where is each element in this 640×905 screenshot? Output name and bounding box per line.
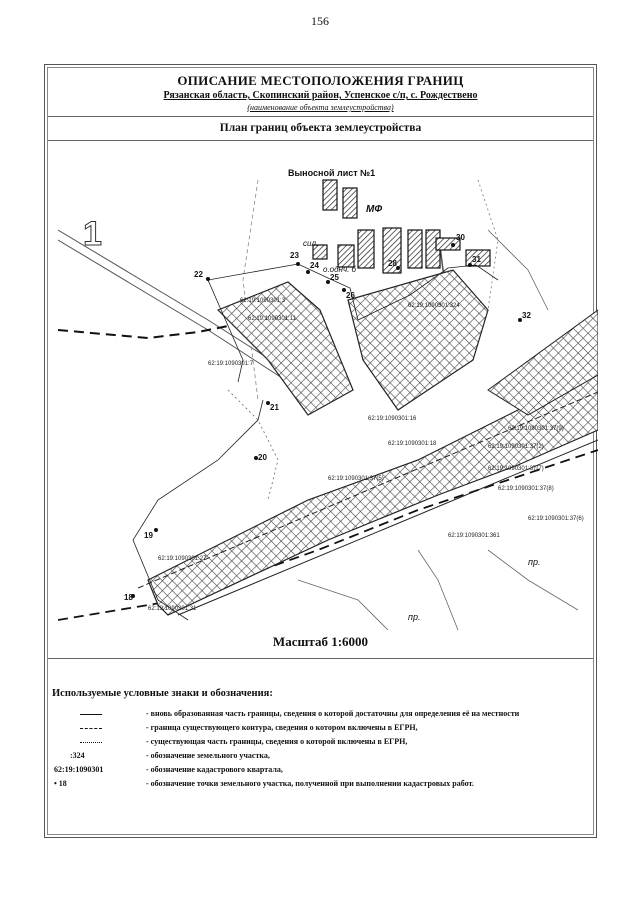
zone-number: 1 — [83, 215, 102, 253]
map-label-pr: пр. — [408, 612, 421, 622]
map-scale: Масштаб 1:6000 — [272, 634, 369, 649]
point-label-24: 24 — [310, 261, 319, 270]
plan-title: План границ объекта землеустройства — [48, 116, 593, 141]
legend-item — [52, 737, 592, 751]
parcel-label: 62:19:1090301:18 — [388, 441, 437, 447]
parcel-label: 62:19:1090301:11 — [248, 316, 296, 322]
legend-symbol: • 18 — [54, 779, 67, 788]
map-label-odnch: о.однч. б — [323, 265, 357, 274]
legend-text: - вновь образованная часть границы, сведения о которой достаточны для определения её на местности — [146, 709, 520, 718]
point-label-19: 19 — [144, 531, 153, 540]
legend-item — [52, 723, 592, 737]
parcel-label: 62:19:1090301:37(9) — [508, 426, 564, 432]
legend-item — [52, 779, 592, 793]
legend-text: - граница существующего контура, сведения о котором включены в ЕГРН, — [146, 723, 418, 732]
point-label-32: 32 — [522, 311, 531, 320]
survey-point-30 — [451, 243, 455, 247]
document-note: (наименование объекта землеустройства) — [247, 103, 394, 112]
point-label-21: 21 — [270, 403, 279, 412]
point-label-22: 22 — [194, 270, 203, 279]
document-frame-inner — [47, 67, 594, 835]
parcel-label: 62:19:1090301:37(7) — [488, 466, 544, 472]
dotted-line-symbol — [80, 742, 102, 743]
legend-item — [52, 751, 592, 765]
legend-item — [52, 709, 592, 723]
legend-symbol: 62:19:1090301 — [54, 765, 104, 774]
survey-point-19 — [154, 528, 158, 532]
point-label-20: 20 — [258, 453, 267, 462]
legend — [52, 688, 592, 793]
document-title: ОПИСАНИЕ МЕСТОПОЛОЖЕНИЯ ГРАНИЦ — [177, 73, 464, 88]
page-number: 156 — [311, 14, 329, 28]
legend-symbol: :324 — [70, 751, 85, 760]
point-label-31: 31 — [472, 255, 481, 264]
boundary-map — [58, 160, 598, 630]
survey-point-24 — [306, 270, 310, 274]
parcel-label: 62:19:1090301:37(2) — [488, 444, 544, 450]
map-label-pr: пр. — [528, 557, 541, 567]
survey-point-23 — [296, 262, 300, 266]
document-subtitle: Рязанская область, Скопинский район, Успенское с/п, с. Рождествено — [163, 90, 478, 101]
document-frame — [44, 64, 597, 838]
legend-text: - обозначение точки земельного участка, полученной при выполнении кадастровых работ. — [146, 779, 474, 788]
point-label-18: 18 — [124, 593, 133, 602]
legend-text: - обозначение кадастрового квартала, — [146, 765, 283, 774]
point-label-25: 25 — [330, 273, 339, 282]
document-header — [48, 68, 593, 117]
legend-text: - обозначение земельного участка, — [146, 751, 270, 760]
legend-title: Используемые условные знаки и обозначения: — [52, 688, 273, 699]
map-svg — [58, 160, 598, 630]
point-label-28: 28 — [388, 259, 397, 268]
point-label-23: 23 — [290, 251, 299, 260]
parcel-label: 62:19:1090301:7 — [208, 361, 254, 367]
survey-point-22 — [206, 277, 210, 281]
point-label-30: 30 — [456, 233, 465, 242]
map-label-sil: сил. — [303, 239, 319, 248]
legend-item — [52, 765, 592, 779]
parcel-label: 62:19:1090301:37(8) — [498, 486, 554, 492]
solid-line-symbol — [80, 714, 102, 715]
parcel-label: 62:19:1090301:324 — [408, 303, 460, 309]
parcel-label: 62:19:1090301:16 — [368, 416, 417, 422]
point-label-26: 26 — [346, 291, 355, 300]
parcel-label: 62:19:1090301:31 — [148, 606, 197, 612]
parcel-label: 62:19:1090301:3 — [240, 298, 286, 304]
parcel-label: 62:19:1090301:361 — [448, 533, 500, 539]
map-label-mf: МФ — [366, 204, 383, 215]
divider — [48, 658, 593, 659]
parcel-label: 62:19:1090301:27 — [158, 556, 207, 562]
dashed-line-symbol — [80, 728, 102, 729]
sheet-label: Выносной лист №1 — [288, 168, 376, 178]
parcel-label: 62:19:1090301:37(6) — [528, 516, 584, 522]
legend-text: - существующая часть границы, сведения о которой включены в ЕГРН, — [146, 737, 408, 746]
buildings — [313, 180, 490, 273]
parcel-label: 62:19:1090301:37(5) — [328, 476, 384, 482]
